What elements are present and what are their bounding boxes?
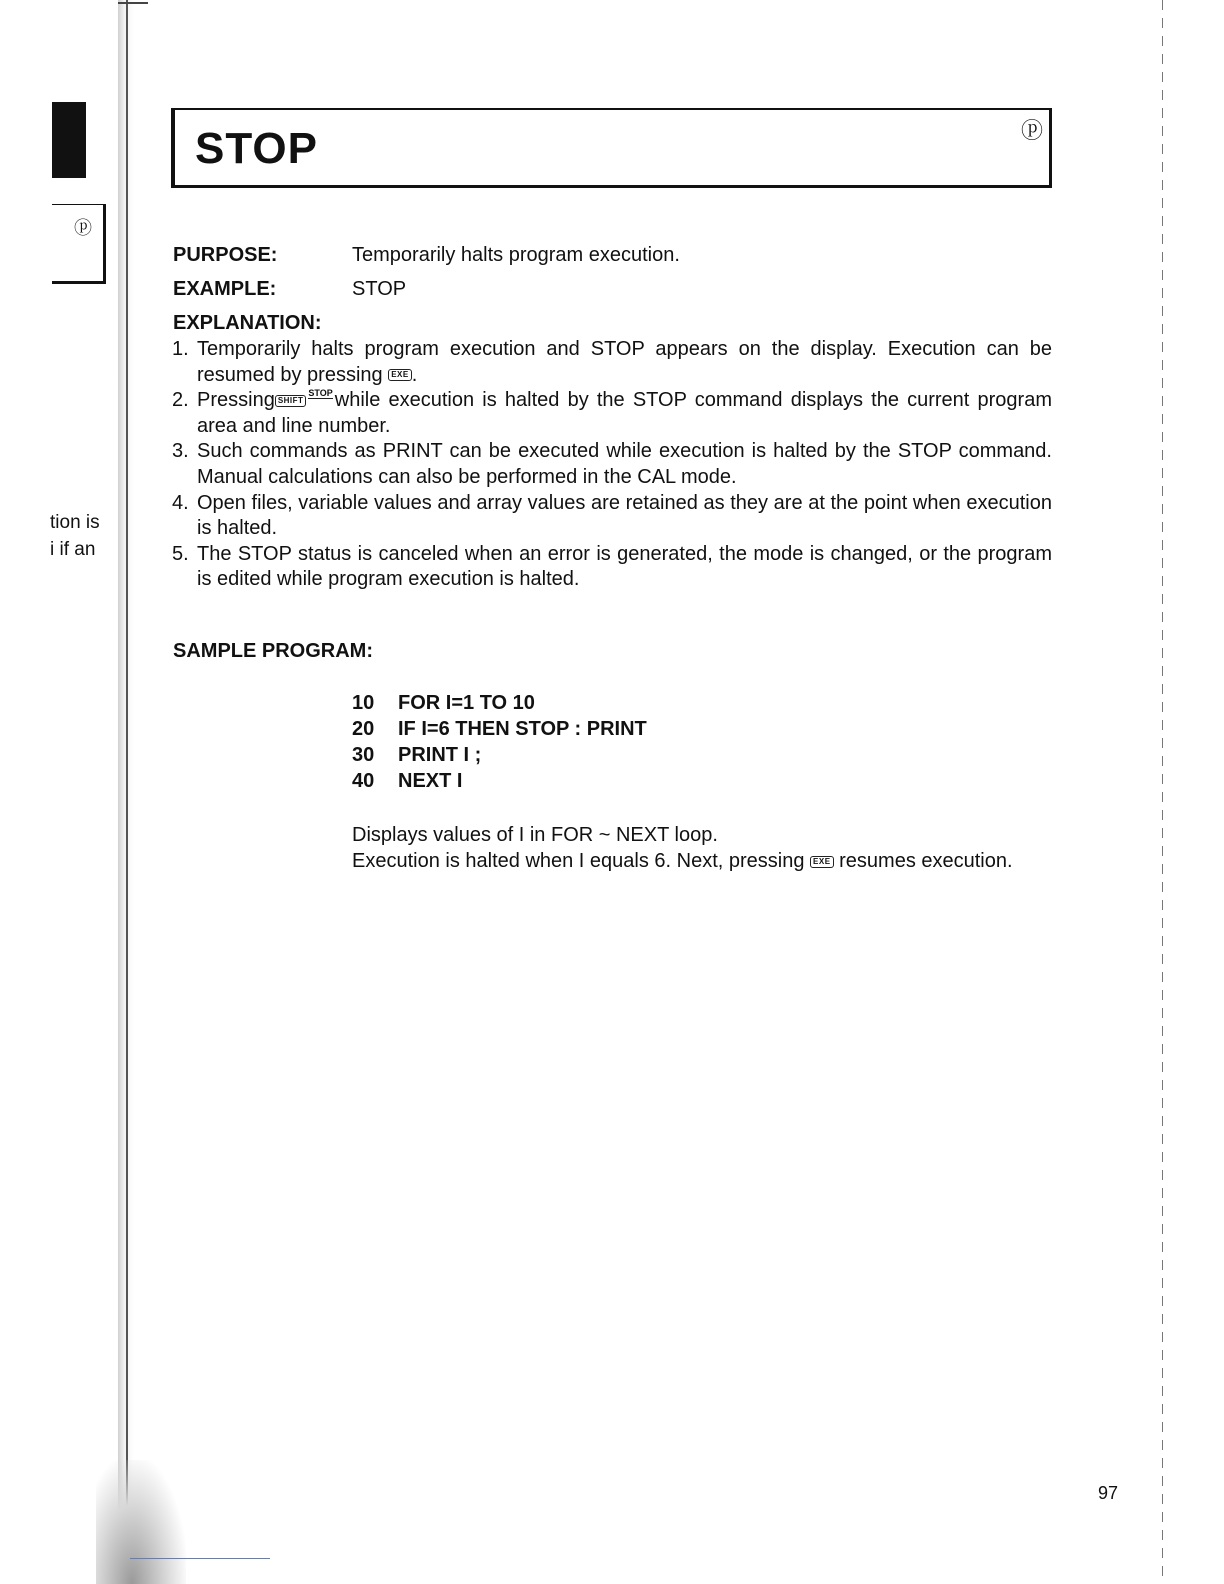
example-text: STOP [352,278,407,300]
exe-key-icon: EXE [810,856,834,868]
explanation-item: 2. Pressing SHIFTSTOP while execution is halted by the STOP command displays the current program area and line number. [172,388,1052,437]
previous-page-text-line-2: i if an [50,539,96,560]
explanation-item: 5. The STOP status is canceled when an error is generated, the mode is changed, or the program is edited while program execution is halted. [172,542,1052,591]
explanation-label: EXPLANATION: [173,312,322,334]
code-line: 20 IF I=6 THEN STOP : PRINT [352,718,647,740]
binding-top-tick [118,2,148,4]
explanation-list [172,337,1052,593]
sample-program-code [352,690,647,794]
page-title: STOP [195,124,319,173]
previous-page-text-line-1: tion is [50,512,100,533]
explanation-item: 1. Temporarily halts program execution and STOP appears on the display. Execution can be resumed by pressing EXE . [172,338,1052,386]
sample-note-2: Execution is halted when I equals 6. Next, pressing EXE resumes execution. [352,850,1013,872]
page-number: 97 [1098,1483,1119,1503]
shift-key-icon: SHIFT [275,395,307,407]
code-line: 30 PRINT I ; [352,744,482,766]
binding-bottom-shadow [96,1460,186,1584]
exe-key-icon: EXE [388,369,412,381]
code-line: 10 FOR I=1 TO 10 [352,692,535,714]
sample-note-1: Displays values of I in FOR ~ NEXT loop. [352,824,718,846]
previous-page-program-mark: ⓟ [74,218,92,238]
example-label: EXAMPLE: [173,278,277,300]
explanation-item: 3. Such commands as PRINT can be executed while execution is halted by the STOP command. Manual calculations can also be performed in the CAL mode. [172,440,1052,488]
previous-page-section-tab [52,102,86,178]
binding-edge-line [126,0,128,1584]
stop-key-icon: STOP [308,388,333,399]
bottom-scan-line [130,1558,270,1559]
explanation-item: 4. Open files, variable values and array values are retained as they are at the point when execution is halted. [172,491,1052,540]
program-mode-icon: ⓟ [1020,118,1043,143]
code-line: 40 NEXT I [352,770,463,792]
purpose-text: Temporarily halts program execution. [352,244,680,266]
command-header-box [171,108,1052,188]
purpose-label: PURPOSE: [173,244,278,266]
right-dotted-rule [1162,0,1163,1584]
sample-program-label: SAMPLE PROGRAM: [173,640,373,662]
